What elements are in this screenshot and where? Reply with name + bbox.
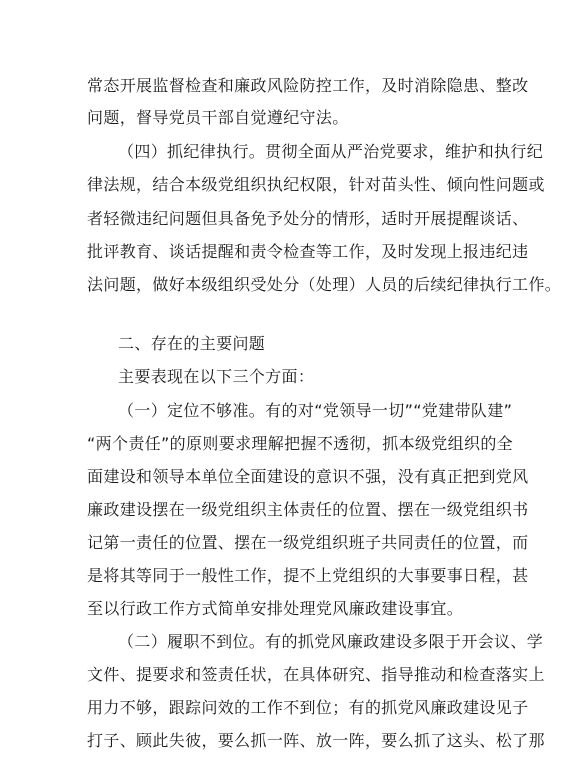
section-heading: 二、存在的主要问题 xyxy=(118,334,266,353)
paragraph-line: 打子、顾此失彼，要么抓一阵、放一阵，要么抓了这头、松了那 xyxy=(87,731,545,750)
paragraph-line: “两个责任”的原则要求理解把握不透彻，抓本级党组织的全 xyxy=(87,434,514,453)
paragraph-line: 批评教育、谈话提醒和责令检查等工作，及时发现上报违纪违 xyxy=(87,242,529,261)
paragraph-line: 主要表现在以下三个方面： xyxy=(118,367,315,386)
paragraph-line: 用力不够，跟踪问效的工作不到位；有的抓党风廉政建设见子 xyxy=(87,698,529,717)
paragraph-line: 是将其等同于一般性工作，提不上党组织的大事要事日程，甚 xyxy=(87,566,529,585)
paragraph-line: 记第一责任的位置、摆在一级党组织班子共同责任的位置，而 xyxy=(87,533,529,552)
paragraph-line: 律法规，结合本级党组织执纪权限，针对苗头性、倾向性问题或 xyxy=(87,175,545,194)
paragraph-line: 文件、提要求和签责任状，在具体研究、指导推动和检查落实上 xyxy=(87,665,545,684)
paragraph-line: （二）履职不到位。有的抓党风廉政建设多限于开会议、学 xyxy=(118,632,544,651)
paragraph-line: 者轻微违纪问题但具备免予处分的情形，适时开展提醒谈话、 xyxy=(87,209,529,228)
paragraph-line: 常态开展监督检查和廉政风险防控工作，及时消除隐患、整改 xyxy=(87,76,529,95)
paragraph-line: 至以行政工作方式简单安排处理党风廉政建设事宜。 xyxy=(87,599,464,618)
paragraph-line: 问题，督导党员干部自觉遵纪守法。 xyxy=(87,108,349,127)
paragraph-line: 廉政建设摆在一级党组织主体责任的位置、摆在一级党组织书 xyxy=(87,500,529,519)
paragraph-line: 法问题，做好本级组织受处分（处理）人员的后续纪律执行工作。 xyxy=(87,275,562,294)
paragraph-line: （一）定位不够准。有的对“党领导一切”“党建带队建” xyxy=(118,401,513,420)
paragraph-line: （四）抓纪律执行。贯彻全面从严治党要求，维护和执行纪 xyxy=(118,142,544,161)
paragraph-line: 面建设和领导本单位全面建设的意识不强，没有真正把到党风 xyxy=(87,467,529,486)
